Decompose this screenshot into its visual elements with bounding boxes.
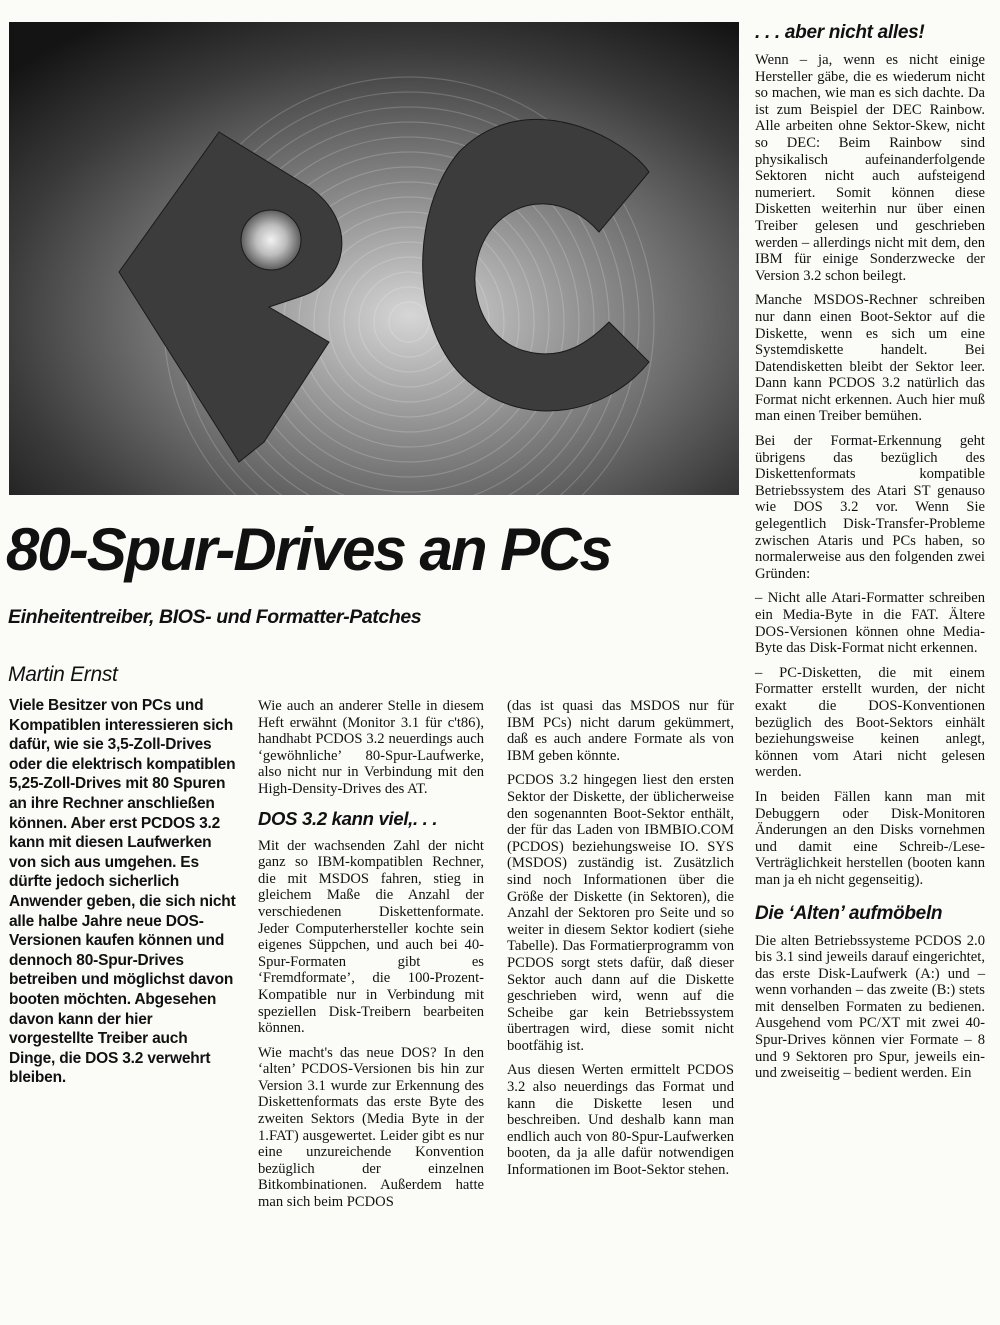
paragraph: Wie auch an anderer Stelle in diesem Heft erwähnt (Monitor 3.1 für c't86), handhabt PCDOS 3.2 neuerdings auch ‘gewöhnliche’ 80-Spur-Laufwerke, also nicht nur in Verbindung mit den High-Density-Drives des AT.	[258, 698, 484, 797]
paragraph: PCDOS 3.2 hingegen liest den ersten Sektor der Diskette, der üblicherweise den sogenannten Boot-Sektor enthält, der für das Laden von IBMBIO.COM (PCDOS) beziehungsweise IO. SYS (MSDOS) zuständig ist. Zusätzlich sind noch Informationen über die Größe der Diskette (in Sektoren), die Anzahl der Sektoren pro Seite und so weiter in diesem Sektor kodiert (siehe Tabelle). Das Formatierprogramm von PCDOS sorgt stets dafür, daß dieser Sektor auch dann auf die Diskette geschrieben wird, wenn auf die Scheibe gar kein Betriebssystem übertragen wird, diese somit nicht bootfähig ist.	[507, 772, 734, 1054]
text-column-4	[755, 22, 985, 1090]
article-author: Martin Ernst	[8, 663, 118, 686]
paragraph: Mit der wachsenden Zahl der nicht ganz so IBM-kompatiblen Rechner, die mit MSDOS fahren, stieg in gleichem Maße die Anzahl der verschiedenen Diskettenformate. Jeder Computerhersteller kochte sein eigenes Süppchen, und auch bei 40-Spur-Formaten gibt es ‘Fremdformate’, die 100-Prozent-Kompatible nur in Verbindung mit speziellen Disk-Treibern bearbeiten können.	[258, 837, 484, 1037]
section-heading-aber: . . . aber nicht alles!	[755, 22, 925, 43]
paragraph: – PC-Disketten, die mit einem Formatter erstellt wurden, der nicht exakt die DOS-Konventionen bezüglich des Boot-Sektors einhält beziehungsweise keinen anlegt, können vom Atari nicht gelesen werden.	[755, 664, 985, 781]
paragraph: Wenn – ja, wenn es nicht einige Hersteller gäbe, die es wiederum nicht so machen, wie man es sich dachte. Da ist zum Beispiel der DEC Rainbow. Alle arbeiten ohne Sektor-Skew, nicht so DEC: Beim Rainbow sind physikalisch aufeinanderfolgende Sektoren nicht auch aufsteigend numeriert. Somit können diese Disketten weiterhin nur über einen Treiber gelesen und geschrieben werden – allerdings nicht mit dem, den IBM für einige Sonderzwecke der Version 3.2 schon beilegt.	[755, 52, 985, 284]
paragraph: Manche MSDOS-Rechner schreiben nur dann einen Boot-Sektor auf die Diskette, wenn es sich um eine Systemdiskette handelt. Bei Datendisketten bleibt der Sektor leer. Dann kann PCDOS 3.2 natürlich das Format nicht erkennen. Auch hier muß man einen Treiber bemühen.	[755, 292, 985, 425]
paragraph: Die alten Betriebssysteme PCDOS 2.0 bis 3.1 sind jeweils darauf eingerichtet, das erste Disk-Laufwerk (A:) und – wenn vorhanden – das zweite (B:) stets mit denselben Formaten zu bedienen. Ausgehend vom PC/XT mit zwei 40-Spur-Drives können vier Formate – 8 und 9 Sektoren pro Spur, jeweils ein- und zweiseitig – bedient werden. Ein	[755, 932, 985, 1082]
article-headline: 80-Spur-Drives an PCs	[6, 516, 611, 583]
paragraph: – Nicht alle Atari-Formatter schreiben ein Media-Byte in die FAT. Ältere DOS-Versionen können ohne Media-Byte das Disk-Format nicht erkennen.	[755, 590, 985, 657]
paragraph: Wie macht's das neue DOS? In den ‘alten’ PCDOS-Versionen bis hin zur Version 3.1 wurde zur Erkennung des Diskettenformats das erste Byte des zweiten Sektors (Media Byte in der 1.FAT) ausgewertet. Leider gibt es nur eine unzureichende Konvention bezüglich der einzelnen Bitkombinationen. Außerdem hatte man sich beim PCDOS	[258, 1044, 484, 1211]
title-photo	[9, 22, 739, 495]
article-subtitle: Einheitentreiber, BIOS- und Formatter-Patches	[8, 606, 422, 628]
paragraph: (das ist quasi das MSDOS nur für IBM PCs) nicht darum gekümmert, daß es auch andere Formate als von IBM geben könnte.	[507, 698, 734, 764]
section-heading-alten: Die ‘Alten’ aufmöbeln	[755, 902, 943, 924]
text-column-3	[507, 698, 734, 1187]
section-heading-dos32: DOS 3.2 kann viel,. . .	[258, 807, 438, 829]
text-column-2	[258, 698, 484, 1219]
paragraph: In beiden Fällen kann man mit Debuggern oder Disk-Monitoren Änderungen an den Disks vornehmen und damit eine Schreib-/Lese-Verträglichkeit herstellen (booten kann man ja eh nicht gegenseitig).	[755, 788, 985, 888]
pc-letters-illustration	[9, 22, 739, 495]
paragraph: Bei der Format-Erkennung geht übrigens das bezüglich des Diskettenformats kompatible Betriebssystem des Atari ST genauso wie DOS 3.2 vor. Wenn Sie gelegentlich Disk-Transfer-Probleme zwischen Ataris und PCs haben, so normalerweise aus den folgenden zwei Gründen:	[755, 433, 985, 582]
lead-paragraph: Viele Besitzer von PCs und Kompatiblen interessieren sich dafür, wie sie 3,5-Zoll-Drives oder die elektrisch kompatiblen 5,25-Zoll-Drives mit 80 Spuren an ihre Rechner anschließen können. Aber erst PCDOS 3.2 kann mit diesen Laufwerken von sich aus umgehen. Es dürfte jedoch sicherlich Anwender geben, die sich nicht alle halbe Jahre neue DOS-Versionen kaufen können und dennoch 80-Spur-Drives betreiben und möglichst davon booten möchten. Abgesehen davon kann der hier vorgestellte Treiber auch Dinge, die DOS 3.2 verwehrt bleiben.	[9, 697, 236, 1087]
paragraph: Aus diesen Werten ermittelt PCDOS 3.2 also neuerdings das Format und kann die Diskette lesen und beschreiben. Und deshalb kann man endlich auch von 80-Spur-Laufwerken booten, da ja alle dafür notwendigen Informationen im Boot-Sektor stehen.	[507, 1062, 734, 1179]
